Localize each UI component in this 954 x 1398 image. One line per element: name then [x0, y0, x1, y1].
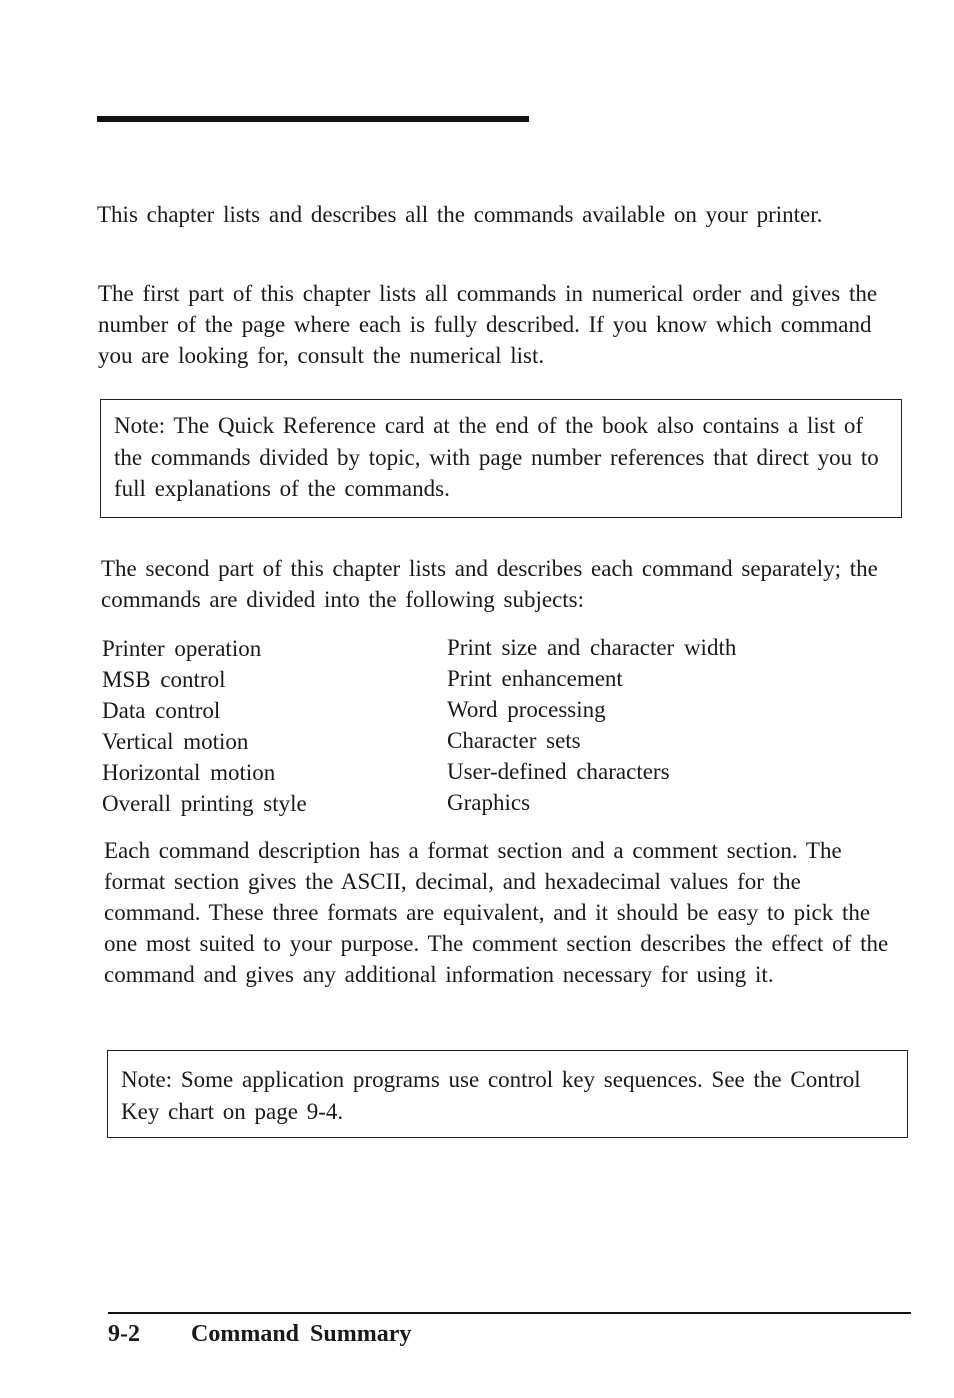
intro-paragraph: This chapter lists and describes all the commands available on your printer. [97, 202, 823, 227]
first-part-paragraph: The first part of this chapter lists all commands in numerical order and gives the number of the page where each is fully described. If you know which command you are looking for, consult the numerical list. [98, 281, 878, 368]
subject-item: Horizontal motion [102, 760, 276, 785]
footer-page-number: 9-2 [108, 1321, 140, 1347]
control-keys-note-text: Note: Some application programs use control key sequences. See the Control Key chart on page 9-4. [121, 1067, 861, 1124]
subject-item: Print enhancement [447, 666, 623, 691]
subject-item: Printer operation [102, 636, 262, 661]
subject-item: Word processing [447, 697, 606, 722]
quick-reference-note-text: Note: The Quick Reference card at the end of the book also contains a list of the commands divided by topic, with page number references that direct you to full explanations of the commands. [114, 413, 879, 501]
subject-item: User-defined characters [447, 759, 670, 784]
second-part-paragraph: The second part of this chapter lists and describes each command separately; the commands are divided into the following subjects: [101, 556, 878, 612]
subjects-list-right [447, 632, 736, 818]
footer-rule [108, 1312, 911, 1314]
subject-item: Graphics [447, 790, 531, 815]
subject-item: Vertical motion [102, 729, 249, 754]
quick-reference-note-box [100, 399, 902, 518]
control-keys-note-box [107, 1050, 908, 1138]
chapter-top-rule [97, 116, 529, 122]
format-paragraph: Each command description has a format section and a comment section. The format section gives the ASCII, decimal, and hexadecimal values for the command. These three formats are equivalent, and it should be easy to pick the one most suited to your purpose. The comment section describes the effect of the command and gives any additional information necessary for using it. [104, 838, 889, 987]
subject-item: Print size and character width [447, 635, 737, 660]
subjects-list-left [102, 633, 307, 819]
subject-item: Data control [102, 698, 221, 723]
subject-item: MSB control [102, 667, 226, 692]
subject-item: Overall printing style [102, 791, 307, 816]
footer-section-title: Command Summary [191, 1321, 412, 1347]
subject-item: Character sets [447, 728, 581, 753]
